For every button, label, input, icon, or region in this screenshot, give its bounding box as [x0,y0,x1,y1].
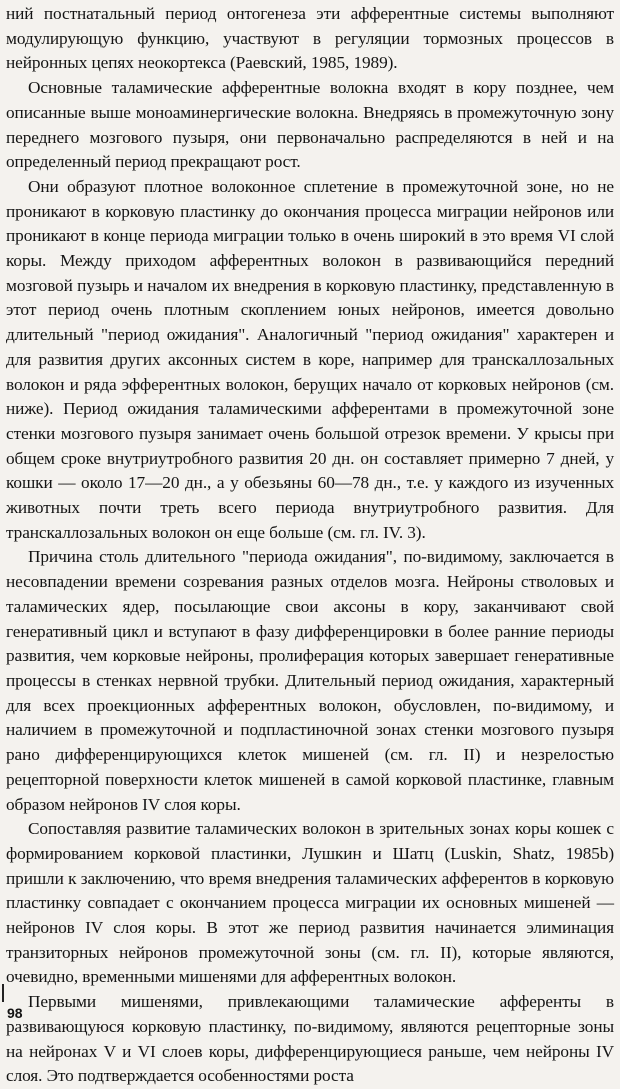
margin-mark [2,984,4,1002]
paragraph-5: Сопоставляя развитие таламических волокон в зрительных зонах коры кошек с формированием корковой пластинки, Лушкин и Шатц (Luskin, Shatz, 1985b) пришли к заключению, что время внедрения таламических афферентов в корковую пластинку совпадает с окончанием процесса миграции их основных мишеней — нейронов IV слоя коры. В этот же период развития начинается элиминация транзиторных нейронов промежуточной зоны (см. гл. II), которые являются, очевидно, временными мишенями для афферентных волокон. [6,819,614,987]
paragraph-2: Основные таламические афферентные волокна входят в кору позднее, чем описанные выше моноаминергические волокна. Внедряясь в промежуточную зону переднего мозгового пузыря, они первоначально распределяются в ней и на определенный период прекращают рост. [6,78,614,172]
paragraph-6: Первыми мишенями, привлекающими таламические афференты в развивающуюся корковую пластинку, по-видимому, являются рецепторные зоны на нейронах V и VI слоев коры, дифференцирующиеся раньше, чем нейроны IV слоя. Это подтверждается особенностями роста [6,992,614,1086]
page-number: 98 [7,1005,23,1021]
paragraph-1: ний постнатальный период онтогенеза эти афферентные системы выполняют модулирующую функцию, участвуют в регуляции тормозных процессов в нейронных цепях неокортекса (Раевский, 1985, 1989). [6,4,614,73]
paragraph-3: Они образуют плотное волоконное сплетение в промежуточной зоне, но не проникают в корковую пластинку до окончания процесса миграции нейронов или проникают в конце периода миграции только в очень широкий в это время VI слой коры. Между приходом афферентных волокон в развивающийся передний мозговой пузырь и началом их внедрения в корковую пластинку, представленную в этот период очень плотным скоплением юных нейронов, имеется довольно длительный "период ожидания". Аналогичный "период ожидания" характерен и для развития других аксонных систем в коре, например для транскаллозальных волокон и ряда эфферентных волокон, берущих начало от корковых нейронов (см. ниже). Период ожидания таламическими афферентами в промежуточной зоне стенки мозгового пузыря занимает очень большой отрезок времени. У крысы при общем сроке внутриутробного развития 20 дн. он составляет примерно 7 дней, у кошки — около 17—20 дн., а у обезьяны 60—78 дн., т.е. у каждого из изученных животных почти треть всего периода внутриутробного развития. Для транскаллозальных волокон он еще больше (см. гл. IV. 3). [6,176,614,542]
paragraph-4: Причина столь длительного "периода ожидания", по-видимому, заключается в несовпадении времени созревания разных отделов мозга. Нейроны стволовых и таламических ядер, посылающие свои аксоны в кору, заканчивают свой генеративный цикл и вступают в фазу дифференцировки в более ранние периоды развития, чем корковые нейроны, пролиферация которых завершает генеративные процессы в стенках нервной трубки. Длительный период ожидания, характерный для всех проекционных афферентных волокон, обусловлен, по-видимому, и наличием в промежуточной и подпластиночной зонах стенки мозгового пузыря рано дифференцирующихся клеток мишеней (см. гл. II) и незрелостью рецепторной поверхности клеток мишеней в самой корковой пластинке, главным образом нейронов IV слоя коры. [6,547,614,814]
document-body [6,2,614,1089]
